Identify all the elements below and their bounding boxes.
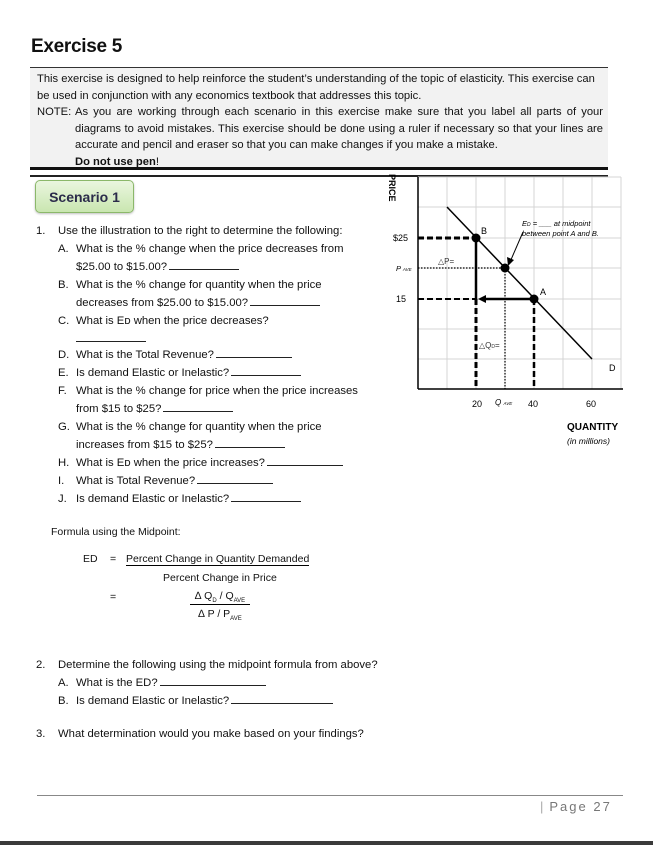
bottom-bar xyxy=(0,841,653,845)
formula-eq-2: = xyxy=(110,591,117,603)
q2-item-a xyxy=(58,674,266,692)
q1-item-i xyxy=(58,472,273,490)
item-letter: J. xyxy=(58,493,67,505)
item-letter: I. xyxy=(58,475,65,487)
note-block xyxy=(37,104,603,170)
answer-blank[interactable] xyxy=(76,341,146,342)
page-title: Exercise 5 xyxy=(31,36,123,57)
answer-blank[interactable] xyxy=(250,294,320,306)
footer-divider xyxy=(37,795,623,796)
q1-item-b-line2 xyxy=(76,294,320,312)
arrow-head-icon xyxy=(478,295,486,303)
y-tick-15: 15 xyxy=(396,294,407,304)
question-3 xyxy=(36,725,364,743)
page-number xyxy=(540,799,612,814)
x-tick-20: 20 xyxy=(472,399,483,409)
item-text: What is Eᴅ when the price decreases? xyxy=(76,315,269,327)
y-tick-25: $25 xyxy=(393,233,409,243)
item-text: Is demand Elastic or Inelastic? xyxy=(76,493,230,505)
item-text: What is the % change for price when the price increases xyxy=(76,385,358,397)
page-label: Page 27 xyxy=(549,799,612,814)
x-axis-sublabel: (in millions) xyxy=(567,436,610,446)
q1-item-g xyxy=(58,418,322,436)
q1-text: Use the illustration to the right to determine the following: xyxy=(58,225,343,237)
x-tick-60: 60 xyxy=(586,399,597,409)
item-text: Is demand Elastic or Inelastic? xyxy=(76,367,230,379)
q1-item-e xyxy=(58,364,301,382)
f-part: / Q xyxy=(216,590,234,602)
answer-blank[interactable] xyxy=(267,454,343,466)
item-letter: A. xyxy=(58,677,69,689)
item-letter: D. xyxy=(58,349,70,361)
answer-blank[interactable] xyxy=(231,692,333,704)
item-text: What is the Total Revenue? xyxy=(76,349,214,361)
x-axis-label: QUANTITY xyxy=(567,422,619,433)
answer-blank[interactable] xyxy=(215,436,285,448)
answer-blank[interactable] xyxy=(216,346,292,358)
formula-heading: Formula using the Midpoint: xyxy=(51,526,181,538)
formula-lhs: ED xyxy=(83,553,98,565)
item-letter: E. xyxy=(58,367,69,379)
q1-number: 1. xyxy=(36,225,46,237)
formula-den2 xyxy=(190,608,250,622)
item-letter: F. xyxy=(58,385,67,397)
item-text: What is Eᴅ when the price increases? xyxy=(76,457,265,469)
item-letter: B. xyxy=(58,695,69,707)
item-letter: H. xyxy=(58,457,70,469)
item-text: decreases from $25.00 to $15.00? xyxy=(76,297,249,309)
q3-number: 3. xyxy=(36,728,46,740)
answer-blank[interactable] xyxy=(231,364,301,376)
q1-item-d xyxy=(58,346,292,364)
label-a: A xyxy=(540,287,547,297)
answer-blank[interactable] xyxy=(231,490,301,502)
f-sub: D xyxy=(212,598,217,605)
x-tick-qave: Q AVE xyxy=(495,398,513,407)
q2-text: Determine the following using the midpoint formula from above? xyxy=(58,659,378,671)
f-sub: AVE xyxy=(233,598,246,605)
item-text: Is demand Elastic or Inelastic? xyxy=(76,695,230,707)
intro-paragraph: This exercise is designed to help reinforce the student’s understanding of the topic of elasticity. This exercise can be used in conjunction with any economics textbook that addresses this topic. xyxy=(37,73,595,102)
note-body-text: As you are working through each scenario in this exercise make sure that you label all parts of your diagrams to avoid mistakes. This exercise should be done using a ruler if necessary so that your lines are accurate and pencil and eraser so that you can make changes if you make a mistake. xyxy=(75,106,603,151)
x-tick-40: 40 xyxy=(528,399,539,409)
label-b: B xyxy=(481,226,488,236)
note-bold: Do not use pen xyxy=(75,155,156,168)
item-letter: G. xyxy=(58,421,70,433)
q1-item-h xyxy=(58,454,343,472)
formula-numerator: Percent Change in Quantity Demanded xyxy=(126,553,310,565)
formula-num2 xyxy=(190,590,250,605)
item-letter: A. xyxy=(58,243,69,255)
q2-item-b xyxy=(58,692,333,710)
item-text: What is the % change for quantity when the price xyxy=(76,279,322,291)
item-text: What is the ED? xyxy=(76,677,158,689)
item-text: What is Total Revenue? xyxy=(76,475,196,487)
intro-box xyxy=(30,67,608,170)
label-d: D xyxy=(609,363,616,373)
delta-p-label: △P= xyxy=(438,257,455,266)
q1-item-c xyxy=(58,312,269,330)
f-part: ∆ Q xyxy=(194,590,213,602)
item-text: $25.00 to $15.00? xyxy=(76,261,168,273)
q1-item-a xyxy=(58,240,344,258)
delta-q-label: △QD= xyxy=(479,341,500,350)
item-text: What is the % change for quantity when the price xyxy=(76,421,322,433)
note-label: NOTE: xyxy=(37,106,72,118)
note-text xyxy=(75,104,603,170)
q1-item-g-line2 xyxy=(76,436,285,454)
point-b xyxy=(472,234,481,243)
page-separator: | xyxy=(540,799,546,814)
item-text: increases from $15 to $25? xyxy=(76,439,213,451)
y-tick-pave: P AVE xyxy=(396,264,412,273)
ed-annotation-2: between point A and B. xyxy=(522,229,599,238)
answer-blank[interactable] xyxy=(197,472,273,484)
q1-item-b xyxy=(58,276,322,294)
item-letter: C. xyxy=(58,315,70,327)
note-end: ! xyxy=(155,155,159,168)
q1-item-f xyxy=(58,382,358,400)
answer-blank[interactable] xyxy=(163,400,233,412)
arrow-head-icon xyxy=(507,257,514,266)
formula-eq: = xyxy=(110,553,117,565)
item-text: What is the % change when the price decreases from xyxy=(76,243,344,255)
question-2 xyxy=(36,656,378,674)
y-axis-label: PRICE xyxy=(387,174,397,202)
item-letter: B. xyxy=(58,279,69,291)
ed-annotation: ED = ___ at midpoint xyxy=(522,219,591,228)
q1-item-f-line2 xyxy=(76,400,233,418)
question-1 xyxy=(36,222,342,240)
scenario-badge: Scenario 1 xyxy=(35,180,134,213)
f-sub: AVE xyxy=(230,616,242,623)
answer-blank[interactable] xyxy=(169,258,239,270)
item-text: from $15 to $25? xyxy=(76,403,162,415)
point-a xyxy=(530,295,539,304)
formula-denominator: Percent Change in Price xyxy=(163,572,277,584)
q1-item-j xyxy=(58,490,301,508)
demand-chart xyxy=(370,170,640,460)
answer-blank[interactable] xyxy=(160,674,266,686)
q1-item-a-line2 xyxy=(76,258,239,276)
q2-number: 2. xyxy=(36,659,46,671)
q3-text: What determination would you make based on your findings? xyxy=(58,728,364,740)
f-part: ∆ P / P xyxy=(198,608,231,620)
